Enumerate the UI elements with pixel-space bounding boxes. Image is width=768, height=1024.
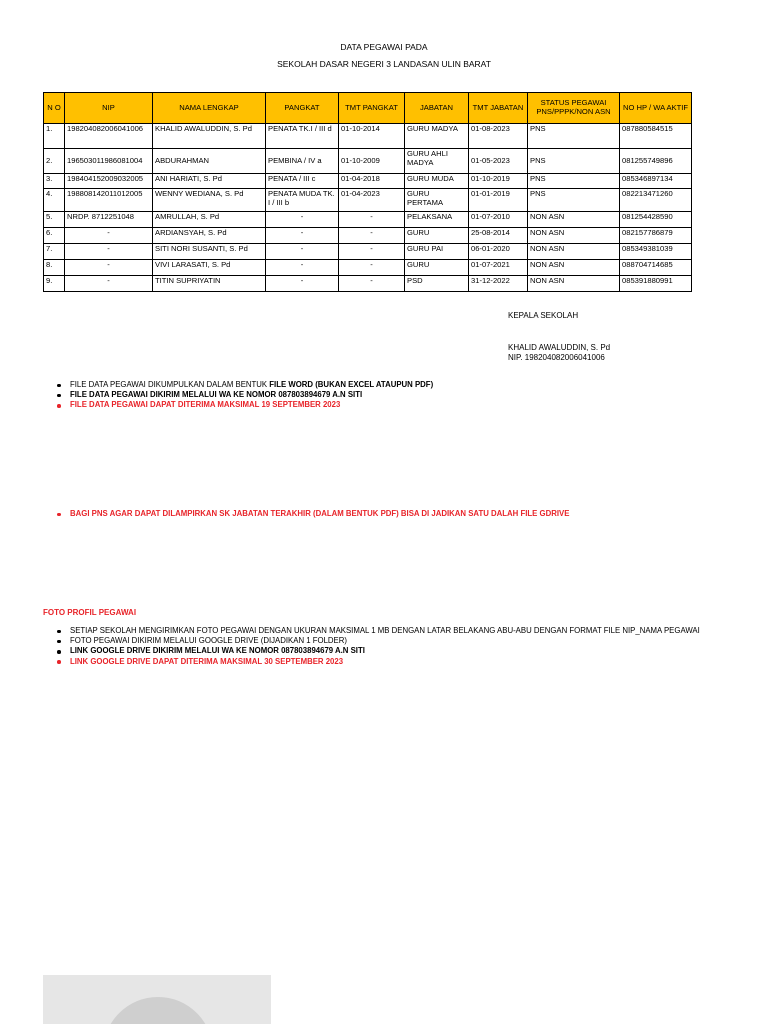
cell-tmt-jabatan: 01-10-2019 bbox=[469, 174, 528, 189]
cell-pangkat: - bbox=[266, 228, 339, 244]
cell-no: 1. bbox=[44, 124, 65, 149]
col-header-nip: NIP bbox=[65, 93, 153, 124]
profile-photo-placeholder bbox=[43, 975, 271, 1024]
col-header-tmt-pangkat: TMT PANGKAT bbox=[339, 93, 405, 124]
cell-hp: 082157786879 bbox=[620, 228, 692, 244]
cell-nip: 198404152009032005 bbox=[65, 174, 153, 189]
col-header-nama: NAMA LENGKAP bbox=[153, 93, 266, 124]
cell-status: PNS bbox=[528, 149, 620, 174]
note-emphasis: FILE WORD (BUKAN EXCEL ATAUPUN PDF) bbox=[269, 380, 434, 389]
cell-tmt-pangkat: 01-10-2009 bbox=[339, 149, 405, 174]
cell-nama: ABDURAHMAN bbox=[153, 149, 266, 174]
cell-status: NON ASN bbox=[528, 276, 620, 292]
cell-nama: KHALID AWALUDDIN, S. Pd bbox=[153, 124, 266, 149]
table-row bbox=[44, 212, 692, 228]
list-item bbox=[70, 380, 750, 390]
cell-no: 6. bbox=[44, 228, 65, 244]
cell-tmt-jabatan: 01-01-2019 bbox=[469, 189, 528, 212]
cell-hp: 085349381039 bbox=[620, 244, 692, 260]
cell-jabatan: GURU PERTAMA bbox=[405, 189, 469, 212]
cell-nama: ANI HARIATI, S. Pd bbox=[153, 174, 266, 189]
cell-tmt-jabatan: 06-01-2020 bbox=[469, 244, 528, 260]
cell-no: 8. bbox=[44, 260, 65, 276]
cell-hp: 081254428590 bbox=[620, 212, 692, 228]
table-row bbox=[44, 149, 692, 174]
cell-tmt-pangkat: 01-04-2023 bbox=[339, 189, 405, 212]
signature-nip: NIP. 198204082006041006 bbox=[508, 353, 605, 362]
cell-hp: 085346897134 bbox=[620, 174, 692, 189]
cell-tmt-pangkat: - bbox=[339, 276, 405, 292]
foto-instructions-list bbox=[43, 626, 750, 667]
cell-hp: 085391880991 bbox=[620, 276, 692, 292]
cell-status: NON ASN bbox=[528, 244, 620, 260]
table-header-row bbox=[44, 93, 692, 124]
cell-nip: 198808142011012005 bbox=[65, 189, 153, 212]
cell-nama: WENNY WEDIANA, S. Pd bbox=[153, 189, 266, 212]
doc-title-line2: SEKOLAH DASAR NEGERI 3 LANDASAN ULIN BARAT bbox=[277, 59, 491, 69]
cell-status: PNS bbox=[528, 124, 620, 149]
cell-status: NON ASN bbox=[528, 212, 620, 228]
avatar-silhouette-icon bbox=[103, 997, 213, 1024]
cell-tmt-jabatan: 25-08-2014 bbox=[469, 228, 528, 244]
cell-jabatan: GURU MUDA bbox=[405, 174, 469, 189]
cell-hp: 088704714685 bbox=[620, 260, 692, 276]
cell-tmt-jabatan: 01-08-2023 bbox=[469, 124, 528, 149]
cell-status: PNS bbox=[528, 189, 620, 212]
cell-nama: TITIN SUPRIYATIN bbox=[153, 276, 266, 292]
cell-nip: 198204082006041006 bbox=[65, 124, 153, 149]
cell-pangkat: - bbox=[266, 276, 339, 292]
list-item: FOTO PEGAWAI DIKIRIM MELALUI GOOGLE DRIVE (DIJADIKAN 1 FOLDER) bbox=[70, 636, 750, 646]
cell-no: 7. bbox=[44, 244, 65, 260]
note-text: FILE DATA PEGAWAI DIKUMPULKAN DALAM BENTUK bbox=[70, 380, 270, 389]
col-header-tmt-jabatan: TMT JABATAN bbox=[469, 93, 528, 124]
cell-nip: - bbox=[65, 228, 153, 244]
cell-nip: - bbox=[65, 276, 153, 292]
list-item: BAGI PNS AGAR DAPAT DILAMPIRKAN SK JABATAN TERAKHIR (DALAM BENTUK PDF) BISA DI JADIKAN SATU DALAH FILE GDRIVE bbox=[70, 509, 750, 519]
col-header-hp: NO HP / WA AKTIF bbox=[620, 93, 692, 124]
table-row bbox=[44, 124, 692, 149]
cell-tmt-jabatan: 01-07-2010 bbox=[469, 212, 528, 228]
cell-pangkat: - bbox=[266, 212, 339, 228]
cell-pangkat: PEMBINA / IV a bbox=[266, 149, 339, 174]
file-instructions-list bbox=[43, 380, 750, 411]
cell-pangkat: - bbox=[266, 260, 339, 276]
cell-jabatan: GURU bbox=[405, 260, 469, 276]
col-header-jabatan: JABATAN bbox=[405, 93, 469, 124]
cell-tmt-pangkat: 01-10-2014 bbox=[339, 124, 405, 149]
table-row bbox=[44, 260, 692, 276]
col-header-pangkat: PANGKAT bbox=[266, 93, 339, 124]
cell-no: 9. bbox=[44, 276, 65, 292]
cell-jabatan: GURU bbox=[405, 228, 469, 244]
doc-title-line1: DATA PEGAWAI PADA bbox=[340, 42, 428, 52]
cell-status: PNS bbox=[528, 174, 620, 189]
signature-name: KHALID AWALUDDIN, S. Pd bbox=[508, 343, 611, 352]
cell-pangkat: - bbox=[266, 244, 339, 260]
col-header-no: N O bbox=[44, 93, 65, 124]
cell-jabatan: GURU AHLI MADYA bbox=[405, 149, 469, 174]
cell-tmt-jabatan: 31-12-2022 bbox=[469, 276, 528, 292]
cell-pangkat: PENATA MUDA TK. I / III b bbox=[266, 189, 339, 212]
cell-nama: ARDIANSYAH, S. Pd bbox=[153, 228, 266, 244]
cell-no: 4. bbox=[44, 189, 65, 212]
cell-tmt-pangkat: - bbox=[339, 244, 405, 260]
cell-tmt-pangkat: - bbox=[339, 260, 405, 276]
cell-tmt-jabatan: 01-07-2021 bbox=[469, 260, 528, 276]
list-item: SETIAP SEKOLAH MENGIRIMKAN FOTO PEGAWAI DENGAN UKURAN MAKSIMAL 1 MB DENGAN LATAR BELAKANG ABU-ABU DENGAN FORMAT FILE NIP_NAMA PEGAWAI bbox=[70, 626, 750, 636]
cell-no: 3. bbox=[44, 174, 65, 189]
cell-nip: - bbox=[65, 244, 153, 260]
signature-role: KEPALA SEKOLAH bbox=[508, 311, 579, 320]
cell-jabatan: PELAKSANA bbox=[405, 212, 469, 228]
cell-nip: 196503011986081004 bbox=[65, 149, 153, 174]
table-row bbox=[44, 244, 692, 260]
cell-nama: AMRULLAH, S. Pd bbox=[153, 212, 266, 228]
employee-table bbox=[43, 92, 692, 292]
list-item: FILE DATA PEGAWAI DAPAT DITERIMA MAKSIMAL 19 SEPTEMBER 2023 bbox=[70, 400, 750, 410]
list-item: LINK GOOGLE DRIVE DIKIRIM MELALUI WA KE NOMOR 087803894679 A.N SITI bbox=[70, 646, 750, 656]
table-row bbox=[44, 228, 692, 244]
sk-instructions-list bbox=[43, 509, 750, 519]
cell-nip: NRDP. 8712251048 bbox=[65, 212, 153, 228]
cell-status: NON ASN bbox=[528, 260, 620, 276]
cell-no: 5. bbox=[44, 212, 65, 228]
cell-hp: 081255749896 bbox=[620, 149, 692, 174]
list-item: LINK GOOGLE DRIVE DAPAT DITERIMA MAKSIMAL 30 SEPTEMBER 2023 bbox=[70, 657, 750, 667]
cell-jabatan: PSD bbox=[405, 276, 469, 292]
cell-tmt-pangkat: - bbox=[339, 228, 405, 244]
list-item: FILE DATA PEGAWAI DIKIRIM MELALUI WA KE NOMOR 087803894679 A.N SITI bbox=[70, 390, 750, 400]
cell-jabatan: GURU PAI bbox=[405, 244, 469, 260]
cell-status: NON ASN bbox=[528, 228, 620, 244]
cell-hp: 087880584515 bbox=[620, 124, 692, 149]
cell-nama: VIVI LARASATI, S. Pd bbox=[153, 260, 266, 276]
cell-nama: SITI NORI SUSANTI, S. Pd bbox=[153, 244, 266, 260]
cell-tmt-pangkat: 01-04-2018 bbox=[339, 174, 405, 189]
cell-pangkat: PENATA TK.I / III d bbox=[266, 124, 339, 149]
table-row bbox=[44, 276, 692, 292]
cell-tmt-pangkat: - bbox=[339, 212, 405, 228]
cell-no: 2. bbox=[44, 149, 65, 174]
cell-hp: 082213471260 bbox=[620, 189, 692, 212]
col-header-status: STATUS PEGAWAI PNS/PPPK/NON ASN bbox=[528, 93, 620, 124]
cell-nip: - bbox=[65, 260, 153, 276]
cell-tmt-jabatan: 01-05-2023 bbox=[469, 149, 528, 174]
table-row bbox=[44, 174, 692, 189]
foto-section-title: FOTO PROFIL PEGAWAI bbox=[43, 608, 137, 617]
cell-jabatan: GURU MADYA bbox=[405, 124, 469, 149]
cell-pangkat: PENATA / III c bbox=[266, 174, 339, 189]
table-row bbox=[44, 189, 692, 212]
